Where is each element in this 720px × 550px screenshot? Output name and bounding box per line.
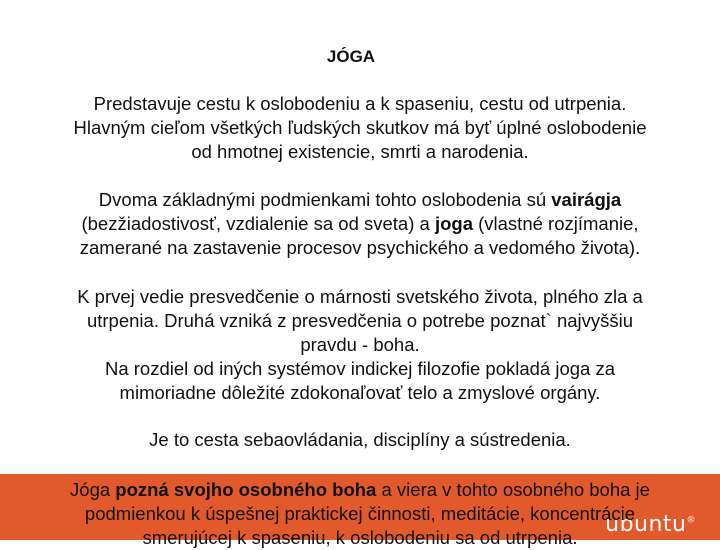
- text-line: Predstavuje cestu k oslobodeniu a k spaseniu, cestu od utrpenia.: [93, 93, 627, 114]
- text-line: od hmotnej existencie, smrti a narodenia.: [191, 141, 529, 162]
- brand-text: ubuntu: [605, 512, 687, 537]
- text-line: mimoriadne dôležité zdokonaľovať telo a zmyslové orgány.: [119, 382, 601, 403]
- term-vairagja: vairágja: [551, 189, 622, 210]
- text-segment: (vlastné rozjímanie,: [472, 213, 639, 234]
- text-segment: (bezžiadostivosť, vzdialenie sa od sveta) a: [81, 213, 435, 234]
- text-line: Je to cesta sebaovládania, disciplíny a sústredenia.: [149, 429, 571, 450]
- text-line: [0, 212, 720, 236]
- text-line: smerujúcej k spaseniu, k oslobodeniu sa od utrpenia.: [142, 527, 578, 548]
- paragraph-intro: [0, 92, 720, 164]
- text-line: Na rozdiel od iných systémov indickej filozofie pokladá joga za: [104, 358, 616, 379]
- paragraph-personal-god: [0, 478, 720, 550]
- term-joga: joga: [434, 213, 473, 234]
- text-segment: a viera v tohto osobného boha je: [376, 479, 650, 500]
- paragraph-conviction: [0, 285, 720, 405]
- text-segment: Jóga: [70, 479, 116, 500]
- text-line: [0, 188, 720, 212]
- registered-mark: ®: [686, 515, 696, 526]
- text-line: podmienkou k úspešnej praktickej činnosti, meditácie, koncentrácie: [84, 503, 636, 524]
- text-segment: Dvoma základnými podmienkami tohto oslobodenia sú: [98, 189, 552, 210]
- text-line: [0, 478, 720, 502]
- text-line: zamerané na zastavenie procesov psychického a vedomého života).: [79, 237, 641, 258]
- paragraph-discipline: [0, 428, 720, 452]
- paragraph-conditions: [0, 188, 720, 260]
- text-line: Hlavným cieľom všetkých ľudských skutkov má byť úplné oslobodenie: [73, 117, 647, 138]
- text-line: utrpenia. Druhá vzniká z presvedčenia o potrebe poznat` najvyššiu: [86, 310, 634, 331]
- text-line: pravdu - boha.: [300, 334, 420, 355]
- slide-title: JÓGA: [326, 47, 376, 66]
- term-personal-god: pozná svojho osobného boha: [115, 479, 377, 500]
- text-line: K prvej vedie presvedčenie o márnosti svetského života, plného zla a: [77, 286, 643, 307]
